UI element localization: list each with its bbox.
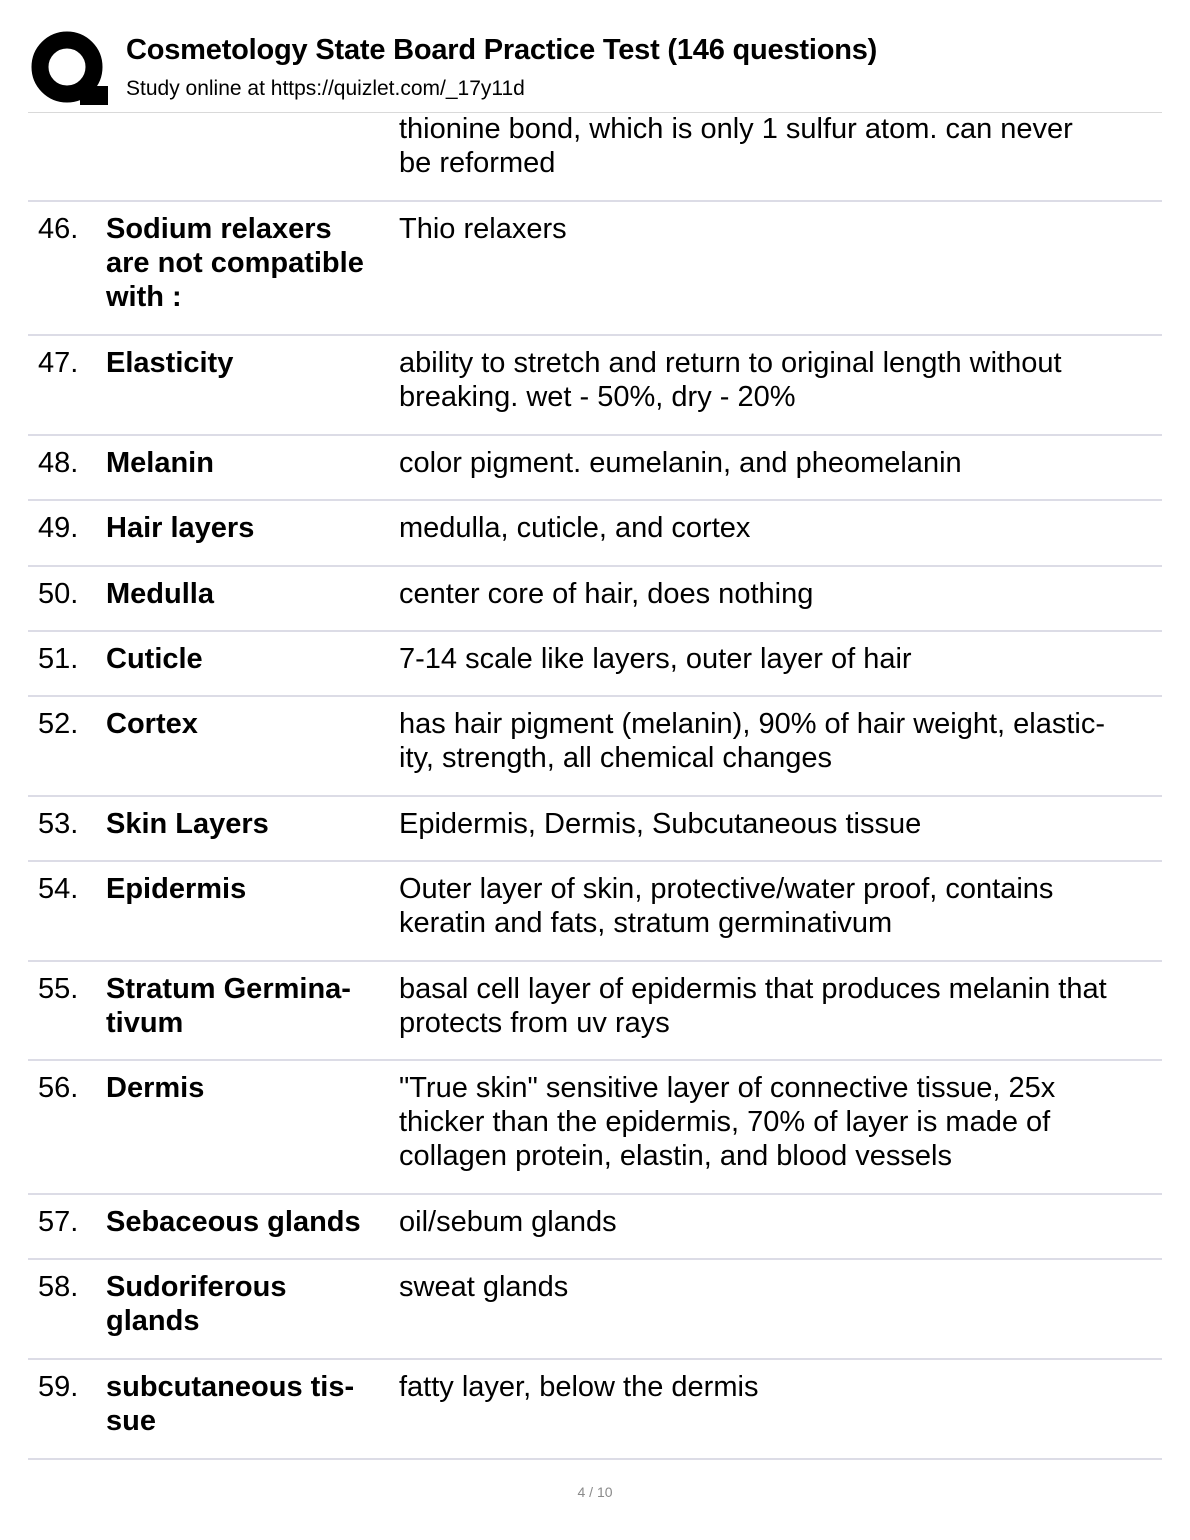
entry-term <box>106 212 391 314</box>
definition-line: ability to stretch and return to original length without <box>399 347 1062 379</box>
entry-definition <box>399 1270 1159 1304</box>
term-line: Sebaceous glands <box>106 1206 361 1238</box>
entry-number: 47. <box>38 347 79 379</box>
term-line: Elasticity <box>106 347 234 379</box>
table-row <box>28 336 1162 436</box>
entry-definition <box>399 212 1159 246</box>
entry-number: 48. <box>38 447 79 479</box>
entry-definition <box>399 1071 1159 1173</box>
definition-line: sweat glands <box>399 1271 569 1303</box>
term-line: Medulla <box>106 578 214 610</box>
entry-number: 46. <box>38 213 79 245</box>
continued-entry-row <box>28 112 1162 202</box>
entry-term <box>106 577 391 611</box>
definition-line: "True skin" sensitive layer of connective tissue, 25x <box>399 1072 1056 1104</box>
definition-line: medulla, cuticle, and cortex <box>399 512 751 544</box>
definition-line: center core of hair, does nothing <box>399 578 814 610</box>
entry-number: 52. <box>38 708 79 740</box>
term-line: Epidermis <box>106 873 247 905</box>
definition-line: has hair pigment (melanin), 90% of hair weight, elastic- <box>399 708 1105 740</box>
table-row <box>28 1195 1162 1260</box>
page-header <box>28 30 1162 113</box>
definition-line: Outer layer of skin, protective/water proof, contains <box>399 873 1054 905</box>
term-line: with : <box>106 281 182 313</box>
entry-number: 56. <box>38 1072 79 1104</box>
entry-definition <box>399 1370 1159 1404</box>
definition-line: basal cell layer of epidermis that produces melanin that <box>399 973 1107 1005</box>
definition-line: oil/sebum glands <box>399 1206 617 1238</box>
entry-definition <box>399 707 1159 775</box>
study-online-link-text: Study online at https://quizlet.com/_17y11d <box>126 77 525 100</box>
definition-line: be reformed <box>399 147 556 179</box>
entry-number: 55. <box>38 973 79 1005</box>
table-row <box>28 1260 1162 1360</box>
definition-line: 7-14 scale like layers, outer layer of hair <box>399 643 912 675</box>
table-row <box>28 1360 1162 1460</box>
entry-term <box>106 642 391 676</box>
term-line: Melanin <box>106 447 214 479</box>
document-title: Cosmetology State Board Practice Test (146 questions) <box>126 34 878 66</box>
term-line: Sodium relaxers <box>106 213 332 245</box>
entry-number: 59. <box>38 1371 79 1403</box>
entry-number: 49. <box>38 512 79 544</box>
entry-term <box>106 807 391 841</box>
definition-line: ity, strength, all chemical changes <box>399 742 833 774</box>
definition-line: keratin and fats, stratum germinativum <box>399 907 893 939</box>
definition-line: thionine bond, which is only 1 sulfur atom. can never <box>399 113 1073 145</box>
entry-definition <box>399 872 1159 940</box>
definition-line: Thio relaxers <box>399 213 567 245</box>
term-line: Cortex <box>106 708 198 740</box>
definition-line: collagen protein, elastin, and blood vessels <box>399 1140 952 1172</box>
definition-line: fatty layer, below the dermis <box>399 1371 759 1403</box>
entry-definition <box>399 642 1159 676</box>
entry-definition <box>399 807 1159 841</box>
term-line: sue <box>106 1405 156 1437</box>
entry-term <box>106 1071 391 1105</box>
entry-definition <box>399 1205 1159 1239</box>
term-line: subcutaneous tis- <box>106 1371 355 1403</box>
term-line: Skin Layers <box>106 808 269 840</box>
entry-term <box>106 346 391 380</box>
definition-line: thicker than the epidermis, 70% of layer is made of <box>399 1106 1051 1138</box>
term-line: glands <box>106 1305 200 1337</box>
entry-term <box>106 707 391 741</box>
entry-definition <box>399 346 1159 414</box>
table-row <box>28 436 1162 501</box>
table-row <box>28 962 1162 1061</box>
entry-term <box>106 446 391 480</box>
flashcard-table <box>28 112 1162 1460</box>
entry-term <box>106 1205 391 1239</box>
entry-definition <box>399 511 1159 545</box>
entry-number: 54. <box>38 873 79 905</box>
entry-term <box>106 872 391 906</box>
term-line: Hair layers <box>106 512 255 544</box>
definition-line: color pigment. eumelanin, and pheomelanin <box>399 447 962 479</box>
table-row <box>28 697 1162 797</box>
quizlet-q-logo-icon <box>30 30 108 108</box>
table-row <box>28 1061 1162 1195</box>
table-row <box>28 567 1162 632</box>
entry-term <box>106 972 391 1040</box>
entry-number: 57. <box>38 1206 79 1238</box>
page-indicator: 4 / 10 <box>577 1484 613 1500</box>
entry-number: 53. <box>38 808 79 840</box>
term-line: are not compatible <box>106 247 364 279</box>
table-row <box>28 797 1162 862</box>
entry-term <box>106 511 391 545</box>
entry-number: 51. <box>38 643 79 675</box>
definition-line: breaking. wet - 50%, dry - 20% <box>399 381 796 413</box>
term-line: Stratum Germina- <box>106 973 351 1005</box>
table-row <box>28 501 1162 567</box>
term-line: Sudoriferous <box>106 1271 287 1303</box>
table-row <box>28 862 1162 962</box>
table-row <box>28 632 1162 697</box>
continued-definition <box>399 112 1159 180</box>
term-line: Dermis <box>106 1072 205 1104</box>
entry-number: 50. <box>38 578 79 610</box>
entry-definition <box>399 446 1159 480</box>
entry-definition <box>399 972 1159 1040</box>
table-row <box>28 202 1162 336</box>
entry-term <box>106 1370 391 1438</box>
definition-line: protects from uv rays <box>399 1007 670 1039</box>
entry-definition <box>399 577 1159 611</box>
entry-number: 58. <box>38 1271 79 1303</box>
definition-line: Epidermis, Dermis, Subcutaneous tissue <box>399 808 922 840</box>
entry-term <box>106 1270 391 1338</box>
term-line: Cuticle <box>106 643 203 675</box>
term-line: tivum <box>106 1007 184 1039</box>
